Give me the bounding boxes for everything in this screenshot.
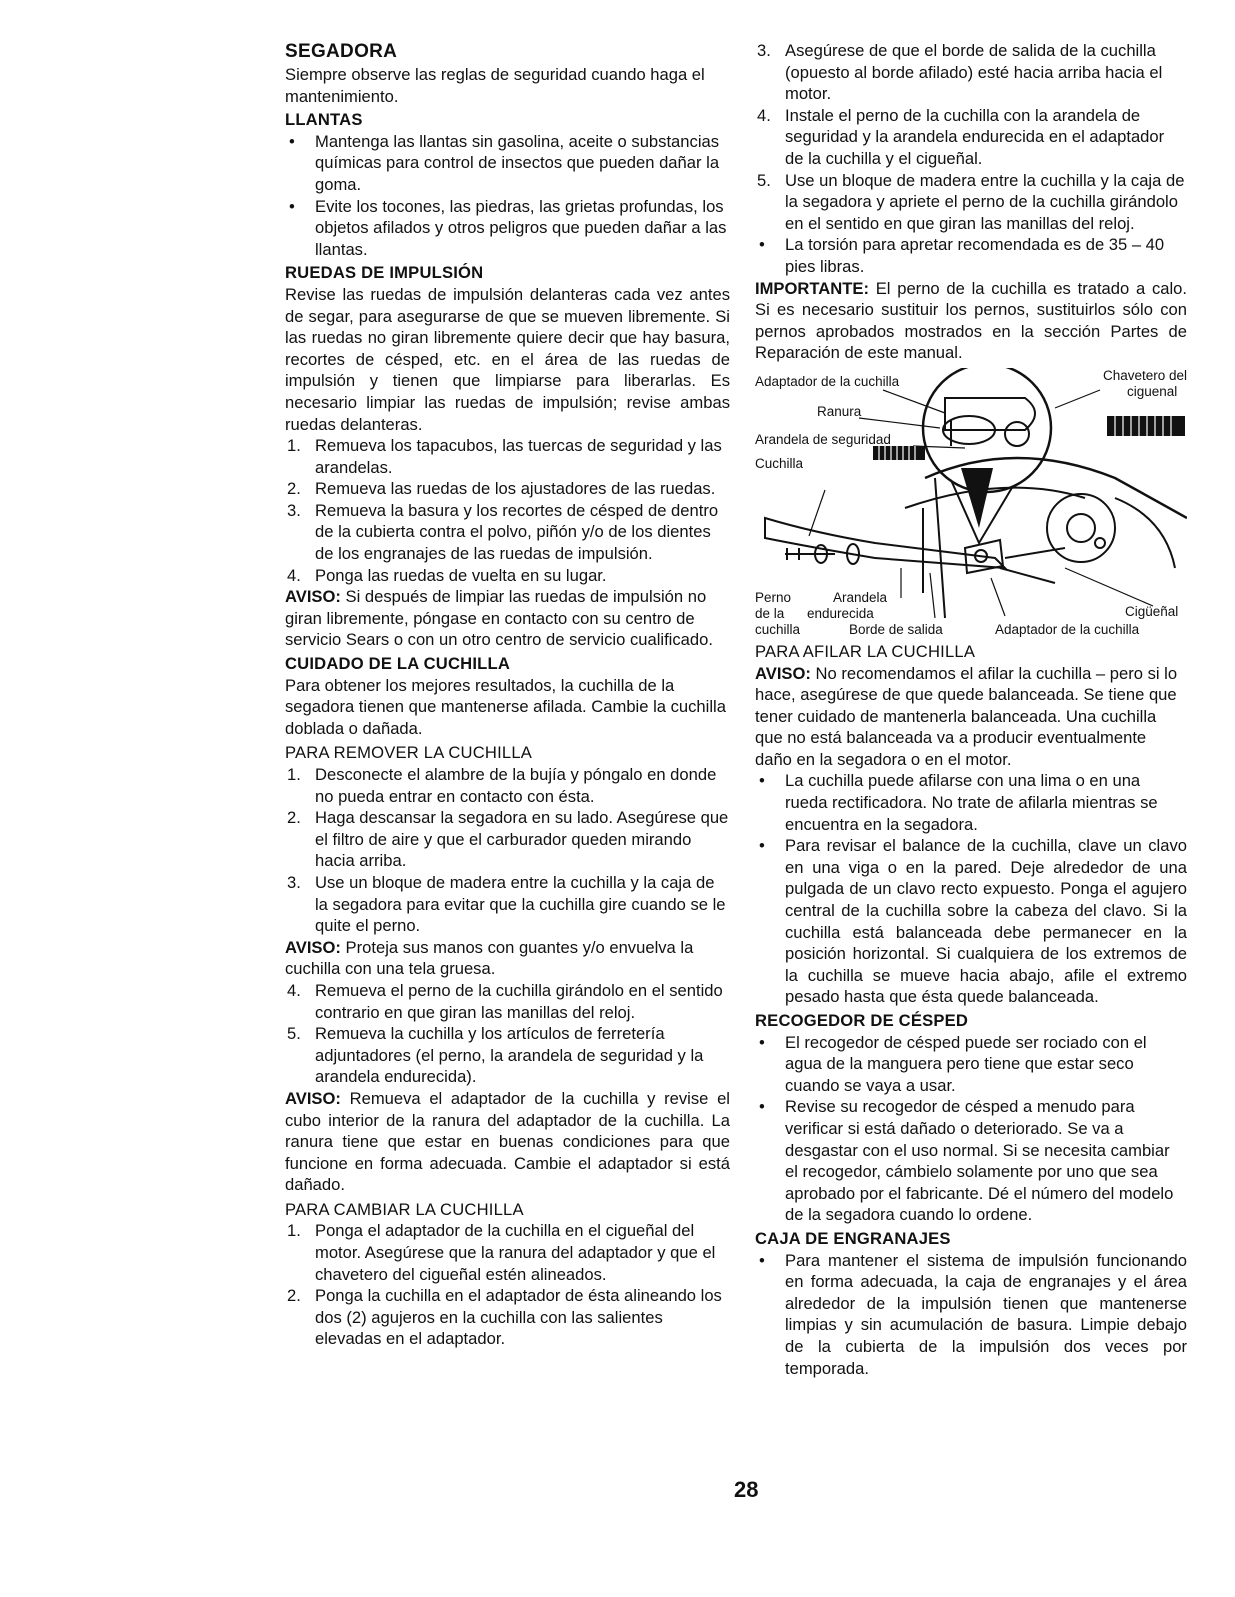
label-arandela-seguridad: Arandela de seguridad: [755, 431, 891, 447]
ruedas-steps: [285, 435, 730, 586]
left-column: [285, 40, 730, 1350]
ruedas-body: Revise las ruedas de impulsión delanteras cada vez antes de segar, para asegurarse de que se mueven libremente. Si las ruedas no giran libremente quiere decir que hay basura, recortes de césped, etc. en el área de las ruedas de impulsión y tienen que limpiarse para liberarlas. Es necesario limpiar las ruedas de impulsión; revise ambas ruedas delanteras.: [285, 284, 730, 434]
list-item: [755, 1096, 1187, 1226]
list-item: [755, 1032, 1187, 1097]
step-text: Remueva las ruedas de los ajustadores de las ruedas.: [315, 479, 716, 499]
aviso-text: Proteja sus manos con guantes y/o envuelva la cuchilla con una tela gruesa.: [285, 937, 694, 979]
ruedas-aviso: [285, 586, 730, 651]
label-perno: Perno: [755, 589, 792, 605]
importante-text: El perno de la cuchilla es tratado a calo. Si es necesario sustituir los pernos, sustituirlos sólo con pernos aprobados mostrados en la sección Partes de Reparación de este manual.: [755, 278, 1187, 363]
label-ciguenal-small: ciguenal: [1127, 383, 1178, 399]
step-text: Haga descansar la segadora en su lado. Asegúrese que el filtro de aire y que el carburador queden mirando hacia arriba.: [315, 808, 729, 871]
afilar-aviso: [755, 663, 1187, 771]
bullet-icon: •: [759, 235, 765, 255]
llantas-list: [285, 131, 730, 261]
step-number: 4.: [757, 105, 771, 125]
list-item: [285, 478, 730, 500]
step-text: Ponga las ruedas de vuelta en su lugar.: [315, 565, 607, 585]
list-item: [285, 764, 730, 807]
heading-cambiar: PARA CAMBIAR LA CUCHILLA: [285, 1199, 524, 1219]
step-number: 4.: [287, 980, 301, 1000]
label-cuchilla: Cuchilla: [755, 455, 804, 471]
aviso-text: Si después de limpiar las ruedas de impulsión no giran libremente, póngase en contacto con su centro de servicio Sears o con un otro centro de servicio cualificado.: [285, 587, 713, 650]
heading-ruedas: RUEDAS DE IMPULSIÓN: [285, 263, 484, 283]
list-item-text: Evite los tocones, las piedras, las grietas profundas, los objetos afilados y otros peligros que pueden dañar a las llantas.: [315, 196, 727, 259]
bullet-icon: •: [759, 1250, 765, 1270]
list-item: [285, 980, 730, 1023]
list-item: [755, 105, 1187, 170]
list-item: [285, 435, 730, 478]
section-title-segadora: SEGADORA: [285, 41, 398, 62]
label-ciguenal: Cigüeñal: [1125, 603, 1179, 619]
step-text: Instale el perno de la cuchilla con la arandela de seguridad y la arandela endurecida en el adaptador de la cuchilla y el cigueñal.: [785, 105, 1165, 168]
heading-cuidado: CUIDADO DE LA CUCHILLA: [285, 654, 511, 674]
step-number: 5.: [287, 1024, 301, 1044]
blade-assembly-diagram: [755, 368, 1187, 638]
list-item-text: El recogedor de césped puede ser rociado con el agua de la manguera pero tiene que estar seco cuando se vaya a usar.: [785, 1032, 1147, 1095]
recogedor-list: [755, 1032, 1187, 1226]
step-number: 2.: [287, 479, 301, 499]
list-item: [285, 196, 730, 261]
label-chavetero: Chavetero del: [1103, 367, 1188, 383]
cambiar-steps-continued: [755, 40, 1187, 234]
label-arandela: Arandela: [833, 589, 888, 605]
bullet-icon: •: [759, 836, 765, 856]
list-item-text: Para revisar el balance de la cuchilla, clave un clavo en una viga o en la pared. Deje alrededor de una pulgada de un clavo recto expuesto. Ponga el agujero central de la cuchilla sobre la cabeza del clavo. Si la cuchilla está balanceada debe permanecer en la posición horizontal. Si cualquiera de los extremos de la cuchilla se mueve hacia abajo, afile el extremo pesado hasta que ésta quede balanceada.: [785, 836, 1187, 1007]
remover-steps-b: [285, 980, 730, 1088]
step-text: Use un bloque de madera entre la cuchilla y la caja de la segadora y apriete el perno de la cuchilla girándolo en el sentido en que giran las manillas del reloj.: [785, 170, 1185, 233]
bullet-icon: •: [759, 1032, 765, 1052]
step-text: Use un bloque de madera entre la cuchilla y la caja de la segadora para evitar que la cuchilla gire cuando se le quite el perno.: [315, 872, 726, 936]
label-adaptador-cuchilla-bottom: Adaptador de la cuchilla: [995, 621, 1140, 637]
step-number: 1.: [287, 765, 301, 784]
cuidado-body: Para obtener los mejores resultados, la cuchilla de la segadora tienen que mantenerse afilada. Cambie la cuchilla doblada o dañada.: [285, 675, 726, 738]
remover-steps-a: [285, 764, 730, 937]
label-ranura: Ranura: [817, 403, 862, 419]
list-item-text: Mantenga las llantas sin gasolina, aceite o substancias químicas para control de insectos que pueden dañar la goma.: [315, 131, 720, 194]
heading-recogedor: RECOGEDOR DE CÉSPED: [755, 1011, 969, 1030]
step-text: Remueva los tapacubos, las tuercas de seguridad y las arandelas.: [315, 436, 722, 477]
step-text: Remueva el perno de la cuchilla girándolo en el sentido contrario en que giran las manillas del reloj.: [315, 980, 723, 1022]
list-item-text: Revise su recogedor de césped a menudo para verificar si está dañado o deteriorado. Se va a desgastar con el uso normal. Si se necesita cambiar el recogedor, cámbielo solamente por uno que sea aprobado por el fabricante. Dé el número del modelo de la segadora cuando lo ordene.: [785, 1097, 1174, 1225]
step-text: Ponga el adaptador de la cuchilla en el cigueñal del motor. Asegúrese que la ranura del adaptador y que el chavetero del cigueñal estén alineados.: [315, 1221, 716, 1284]
aviso-text: Remueva el adaptador de la cuchilla y revise el cubo interior de la ranura del adaptador de la cuchilla. La ranura tiene que estar en buenas condiciones para que funcione en forma adecuada. Cambie el adaptador si está dañado.: [285, 1088, 730, 1195]
aviso-label: AVISO:: [755, 663, 811, 683]
list-item: [285, 500, 730, 565]
bullet-icon: •: [759, 1097, 765, 1117]
list-item: [755, 770, 1187, 835]
step-number: 1.: [287, 436, 301, 456]
heading-afilar: PARA AFILAR LA CUCHILLA: [755, 641, 976, 661]
step-number: 3.: [757, 41, 771, 60]
list-item: [755, 1250, 1187, 1380]
intro-text: Siempre observe las reglas de seguridad cuando haga el mantenimiento.: [285, 65, 705, 106]
label-borde-salida: Borde de salida: [849, 621, 943, 637]
caja-list: [755, 1250, 1187, 1380]
step-text: Remueva la basura y los recortes de césped de dentro de la cubierta contra el polvo, piñón y/o de los dientes de los engranajes de las ruedas de impulsión.: [315, 500, 719, 564]
aviso-label: AVISO:: [285, 1088, 341, 1108]
list-item: [755, 170, 1187, 235]
page-number: 28: [734, 1477, 759, 1502]
step-text: Ponga la cuchilla en el adaptador de ésta alineando los dos (2) agujeros en la cuchilla con las salientes elevadas en el adaptador.: [315, 1286, 722, 1349]
list-item: [285, 1220, 730, 1285]
list-item: [755, 835, 1187, 1008]
step-number: 2.: [287, 1286, 301, 1306]
bullet-icon: •: [289, 196, 295, 216]
remover-aviso-2: [285, 1088, 730, 1196]
heading-caja: CAJA DE ENGRANAJES: [755, 1228, 951, 1248]
step-number: 3.: [287, 872, 301, 892]
step-number: 4.: [287, 565, 301, 585]
list-item: [755, 234, 1187, 277]
list-item: [285, 1023, 730, 1088]
list-item: [285, 1285, 730, 1350]
list-item: [285, 565, 730, 587]
aviso-label: AVISO:: [285, 587, 341, 607]
list-item: [755, 40, 1187, 105]
label-endurecida: endurecida: [807, 605, 874, 621]
heading-llantas: LLANTAS: [285, 110, 363, 130]
right-column: [755, 40, 1187, 1379]
importante-note: [755, 278, 1187, 364]
list-item: [285, 131, 730, 196]
label-cuchilla-bottom: cuchilla: [755, 621, 801, 637]
step-number: 5.: [757, 170, 771, 190]
cambiar-steps: [285, 1220, 730, 1350]
step-number: 1.: [287, 1221, 301, 1241]
importante-label: IMPORTANTE:: [755, 278, 869, 298]
step-text: Remueva la cuchilla y los artículos de ferretería adjuntadores (el perno, la arandela de seguridad y la arandela endurecida).: [315, 1024, 704, 1087]
step-number: 2.: [287, 808, 301, 828]
label-adaptador-cuchilla-top: Adaptador de la cuchilla: [755, 373, 900, 389]
list-item: [285, 807, 730, 872]
torsion-list: [755, 234, 1187, 277]
list-item-text: Para mantener el sistema de impulsión funcionando en forma adecuada, la caja de engranajes y el área alrededor de la impulsión tienen que mantenerse limpias y sin acumulación de basura. Limpie debajo de la cubierta de la impulsión dos veces por temporada.: [785, 1250, 1187, 1378]
aviso-label: AVISO:: [285, 937, 341, 957]
remover-aviso-1: [285, 937, 730, 980]
step-text: Asegúrese de que el borde de salida de la cuchilla (opuesto al borde afilado) esté hacia arriba hacia el motor.: [785, 41, 1163, 104]
heading-remover: PARA REMOVER LA CUCHILLA: [285, 743, 533, 763]
step-text: Desconecte el alambre de la bujía y póngalo en donde no pueda entrar en contacto con ésta.: [315, 765, 717, 806]
afilar-list: [755, 770, 1187, 1008]
step-number: 3.: [287, 500, 301, 520]
list-item-text: La cuchilla puede afilarse con una lima o en una rueda rectificadora. No trate de afilarla mientras se encuentra en la segadora.: [785, 771, 1158, 834]
bullet-icon: •: [759, 771, 765, 791]
list-item: [285, 872, 730, 937]
label-de-la: de la: [755, 605, 785, 621]
list-item-text: La torsión para apretar recomendada es de 35 – 40 pies libras.: [785, 235, 1165, 276]
bullet-icon: •: [289, 131, 295, 151]
aviso-text: No recomendamos el afilar la cuchilla – pero si lo hace, asegúrese de que quede balanceada. Se tiene que tener cuidado de mantenerla balanceada. Una cuchilla que no está balanceada va a producir eventualmente daño en la segadora o en el motor.: [755, 663, 1178, 769]
